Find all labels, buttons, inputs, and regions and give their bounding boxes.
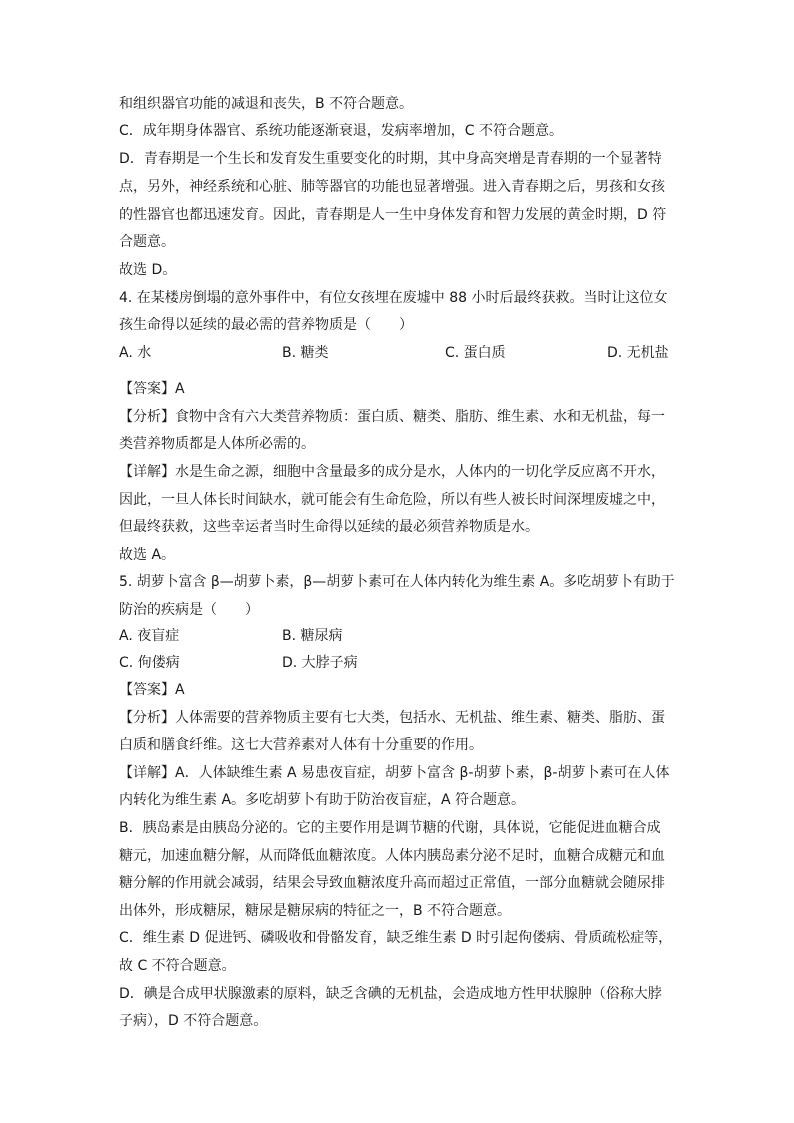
detail-text: 内转化为维生素 A。多吃胡萝卜有助于防治夜盲症，A 符合题意。 [119,792,526,808]
analysis-text: 【分析】食物中含有六大类营养物质：蛋白质、糖类、脂肪、维生素、水和无机盐，每一 [119,409,665,425]
question-5-stem: 5. 胡萝卜富含 β—胡萝卜素，β—胡萝卜素可在人体内转化为维生素 A。多吃胡萝卜有助于 [119,574,675,590]
q4-option-c: C. 蛋白质 [445,345,506,361]
q4-option-a: A. 水 [119,345,152,361]
detail-text: 出体外，形成糖尿，糖尿是糖尿病的特征之一，B 不符合题意。 [119,903,512,919]
detail-text: 糖分解的作用就会减弱，结果会导致血糖浓度升高而超过正常值，一部分血糖就会随尿排 [119,875,665,891]
text-line: 的性器官也都迅速发育。因此，青春期是人一生中身体发育和智力发展的黄金时期，D 符 [119,207,667,223]
q5-option-c: C. 佝偻病 [119,655,180,671]
conclusion-text: 故选 A。 [119,547,176,563]
answer-label: 【答案】A [119,682,185,698]
q4-option-d: D. 无机盐 [607,345,669,361]
question-4-stem: 孩生命得以延续的最必需的营养物质是（ ） [119,317,413,333]
text-line: D．青春期是一个生长和发育发生重要变化的时期，其中身高突增是青春期的一个显著特 [119,151,662,167]
q5-option-d: D. 大脖子病 [282,655,358,671]
text-line: 点，另外，神经系统和心脏、肺等器官的功能也显著增强。进入青春期之后，男孩和女孩 [119,179,665,195]
text-line: 合题意。 [119,234,175,250]
analysis-text: 白质和膳食纤维。这七大营养素对人体有十分重要的作用。 [119,737,483,753]
q5-option-b: B. 糖尿病 [282,628,343,644]
detail-text: 因此，一旦人体长时间缺水，就可能会有生命危险，所以有些人被长时间深埋废墟之中， [119,492,665,508]
question-4-stem: 4. 在某楼房倒塌的意外事件中，有位女孩埋在废墟中 88 小时后最终获救。当时让这位女 [119,290,668,306]
text-line: 和组织器官功能的减退和丧失，B 不符合题意。 [119,96,414,112]
text-line: 故选 D。 [119,262,177,278]
answer-label: 【答案】A [119,381,185,397]
detail-text: C．维生素 D 促进钙、磷吸收和骨骼发育，缺乏维生素 D 时引起佝偻病、骨质疏松症等， [119,930,673,946]
analysis-text: 类营养物质都是人体所必需的。 [119,436,315,452]
detail-text: 【详解】水是生命之源，细胞中含量最多的成分是水，人体内的一切化学反应离不开水， [119,464,665,480]
text-line: C．成年期身体器官、系统功能逐渐衰退，发病率增加，C 不符合题意。 [119,123,563,139]
q4-option-b: B. 糖类 [282,345,329,361]
analysis-text: 【分析】人体需要的营养物质主要有七大类，包括水、无机盐、维生素、糖类、脂肪、蛋 [119,710,665,726]
question-5-stem: 防治的疾病是（ ） [119,602,259,618]
detail-text: 子病），D 不符合题意。 [119,1013,268,1029]
detail-text: 但最终获救，这些幸运者当时生命得以延续的最必须营养物质是水。 [119,519,539,535]
q5-option-a: A. 夜盲症 [119,628,180,644]
detail-text: 故 C 不符合题意。 [119,958,236,974]
detail-text: B．胰岛素是由胰岛分泌的。它的主要作用是调节糖的代谢，具体说，它能促进血糖合成 [119,820,661,836]
detail-text: 【详解】A．人体缺维生素 A 易患夜盲症，胡萝卜富含 β-胡萝卜素，β-胡萝卜素可在人体 [119,765,670,781]
detail-text: 糖元，加速血糖分解，从而降低血糖浓度。人体内胰岛素分泌不足时，血糖合成糖元和血 [119,848,665,864]
detail-text: D．碘是合成甲状腺激素的原料，缺乏含碘的无机盐，会造成地方性甲状腺肿（俗称大脖 [119,986,662,1002]
